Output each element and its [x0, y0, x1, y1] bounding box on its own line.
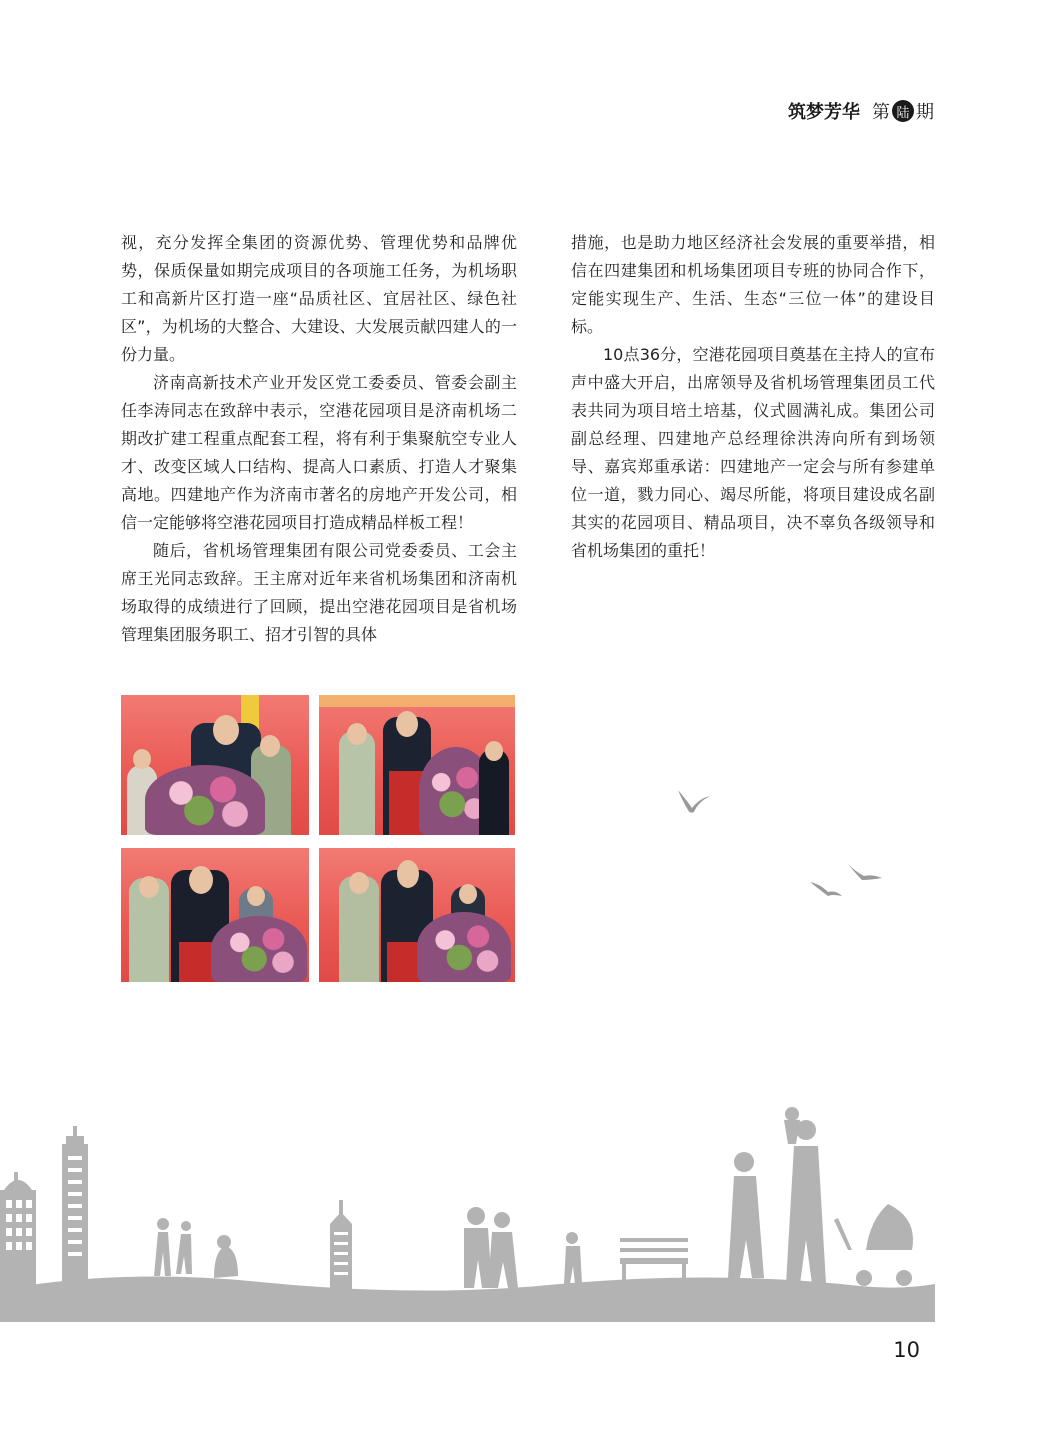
birds-illustration: [660, 780, 900, 920]
paragraph: 随后，省机场管理集团有限公司党委委员、工会主席王光同志致辞。王主席对近年来省机场集团和济南机场取得的成绩进行了回顾，提出空港花园项目是省机场管理集团服务职工、招才引智的具体: [121, 541, 517, 644]
bird-icon: [678, 790, 710, 813]
photo-speech-3: [121, 848, 309, 982]
paragraph: 视，充分发挥全集团的资源优势、管理优势和品牌优势，保质保量如期完成项目的各项施工任务，为机场职工和高新片区打造一座“品质社区、宜居社区、绿色社区”，为机场的大整合、大建设、大发展贡献四建人的一份力量。: [121, 233, 517, 364]
bird-icon: [810, 882, 842, 896]
photo-speech-4: [319, 848, 515, 982]
skyline-illustration: [0, 1100, 1050, 1326]
paragraph: 措施，也是助力地区经济社会发展的重要举措，相信在四建集团和机场集团项目专班的协同合作下，定能实现生产、生活、生态“三位一体”的建设目标。: [571, 233, 935, 336]
photo-speech-2: [319, 695, 515, 835]
paragraph: 10点36分，空港花园项目奠基在主持人的宣布声中盛大开启，出席领导及省机场管理集团员工代表共同为项目培土培基，仪式圆满礼成。集团公司副总经理、四建地产总经理徐洪涛向所有到场领导、嘉宾郑重承诺：四建地产一定会与所有参建单位一道，戮力同心、竭尽所能，将项目建设成名副其实的花园项目、精品项目，决不辜负各级领导和省机场集团的重托！: [571, 345, 935, 560]
page-number: 10: [893, 1338, 920, 1362]
photo-speech-1: [121, 695, 309, 835]
issue-number: [872, 98, 934, 124]
issue-suffix: 期: [916, 102, 934, 123]
issue-badge: 陆: [892, 100, 914, 122]
right-text-column: [571, 229, 935, 565]
bird-icon: [848, 864, 882, 880]
issue-prefix: 第: [872, 102, 890, 123]
magazine-title: 筑梦芳华: [788, 102, 860, 123]
issue-header: [788, 98, 934, 124]
left-text-column: [121, 229, 517, 649]
paragraph: 济南高新技术产业开发区党工委委员、管委会副主任李涛同志在致辞中表示，空港花园项目是济南机场二期改扩建工程重点配套工程，将有利于集聚航空专业人才、改变区域人口结构、提高人口素质、打造人才聚集高地。四建地产作为济南市著名的房地产开发公司，相信一定能够将空港花园项目打造成精品样板工程！: [121, 373, 517, 532]
